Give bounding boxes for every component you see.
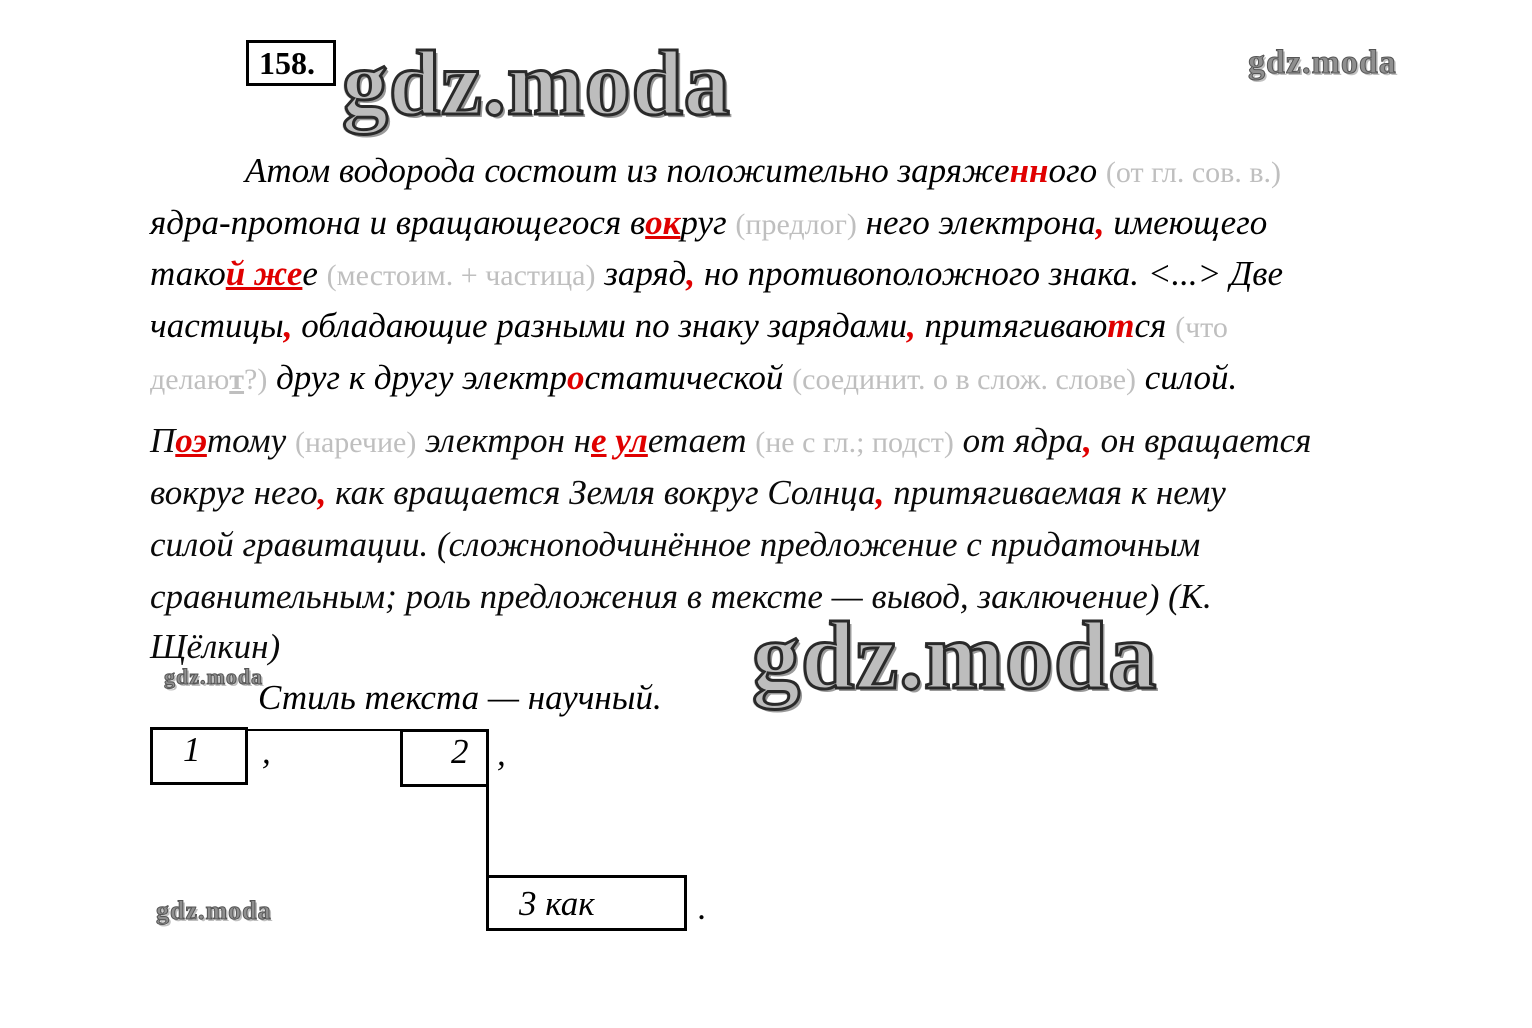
- text-span: ся: [1134, 306, 1167, 345]
- watermark-left-small: gdz.moda: [164, 664, 264, 689]
- text-span: частицы: [150, 306, 284, 345]
- text-span: от ядра: [962, 421, 1084, 460]
- text-span: вокруг него: [150, 473, 318, 512]
- grammar-note: т: [229, 363, 245, 396]
- grammar-note: (что: [1175, 311, 1228, 344]
- watermark-middle: gdz.moda: [752, 602, 1158, 709]
- punctuation-mark: ,: [875, 473, 885, 512]
- punctuation-mark: ,: [283, 306, 293, 345]
- scheme-connector-top: [248, 729, 400, 731]
- watermark-bottom-small: gdz.moda: [156, 896, 272, 925]
- watermark-top: gdz.moda: [342, 32, 731, 134]
- grammar-note: ?): [244, 363, 268, 396]
- grammar-note: (предлог): [735, 208, 857, 241]
- scheme-comma-2: ,: [497, 734, 506, 773]
- scheme-box-2: [400, 729, 489, 787]
- p2-line-3: силой гравитации. (сложноподчинённое предложение с придаточным: [150, 525, 1201, 564]
- text-span: как вращается Земля вокруг Солнца: [335, 473, 876, 512]
- text-style-line: Стиль текста — научный.: [258, 678, 662, 717]
- punctuation-mark: ,: [1083, 421, 1092, 460]
- scheme-box-1: [150, 727, 248, 785]
- punctuation-mark: ,: [686, 254, 696, 293]
- exercise-number: [246, 40, 336, 86]
- grammar-note: (от гл. сов. в.): [1105, 156, 1281, 189]
- text-span: заряд: [604, 254, 687, 293]
- text-span: он вращается: [1100, 421, 1312, 460]
- grammar-note: (не с гл.; подст): [755, 426, 954, 459]
- text-span: обладающие разными по знаку зарядами: [301, 306, 908, 345]
- grammar-note: делаю: [150, 363, 230, 396]
- orthogram: ок: [645, 203, 681, 242]
- text-span: него электрона: [865, 203, 1096, 242]
- text-span: друг к другу электр: [276, 358, 568, 397]
- orthogram: е: [590, 421, 607, 460]
- grammar-note: (наречие): [294, 426, 417, 459]
- text-span: но противоположного знака. <...> Две: [703, 254, 1284, 293]
- text-span: ого: [1048, 151, 1098, 190]
- p2-line-4: сравнительным; роль предложения в тексте — вывод, заключение) (К.: [150, 577, 1212, 616]
- scheme-box-3-label: 3 как: [519, 884, 595, 923]
- punctuation-mark: ,: [907, 306, 916, 345]
- orthogram: нн: [1009, 151, 1049, 190]
- text-span: етает: [647, 421, 747, 460]
- orthogram: о: [567, 358, 585, 397]
- grammar-note: (местоим. + частица): [326, 259, 596, 292]
- text-span: Атом водорода состоит из положительно заряже: [245, 151, 1010, 190]
- p2-line-2: [150, 472, 1226, 514]
- p1-line-2: [150, 202, 1267, 246]
- text-span: имеющего: [1113, 203, 1268, 242]
- text-span: статической: [584, 358, 784, 397]
- scheme-box-1-label: 1: [183, 730, 201, 769]
- text-span: притягиваемая к нему: [893, 473, 1226, 512]
- text-span: ядра-протона и вращающегося в: [150, 203, 646, 242]
- orthogram: т: [1107, 306, 1135, 345]
- text-span: П: [150, 421, 176, 460]
- p2-line-1: [150, 420, 1311, 464]
- text-span: е: [302, 254, 318, 293]
- punctuation-mark: ,: [1095, 203, 1105, 242]
- p1-line-4: [150, 305, 1228, 349]
- exercise-number-text: 158.: [259, 45, 315, 81]
- p1-line-1: [245, 150, 1281, 194]
- watermark-top-right: gdz.moda: [1248, 44, 1397, 81]
- text-span: электрон н: [425, 421, 591, 460]
- text-span: притягиваю: [924, 306, 1108, 345]
- scheme-comma-1: ,: [262, 732, 271, 771]
- orthogram: й же: [225, 254, 303, 293]
- p1-line-5: [150, 357, 1237, 401]
- grammar-note: (соединит. о в слож. слове): [792, 363, 1137, 396]
- p2-line-5: Щёлкин): [150, 627, 281, 666]
- punctuation-mark: ,: [317, 473, 327, 512]
- orthogram: ул: [615, 421, 648, 460]
- text-span: силой.: [1144, 358, 1238, 397]
- scheme-box-2-label: 2: [451, 732, 469, 771]
- orthogram: оэ: [175, 421, 207, 460]
- scheme-period: .: [698, 888, 707, 927]
- scheme-box-3: [486, 875, 687, 931]
- scheme-connector-vertical: [486, 786, 489, 876]
- p1-line-3: [150, 253, 1283, 297]
- text-span: руг: [680, 203, 727, 242]
- text-span: тому: [206, 421, 287, 460]
- text-span: тако: [150, 254, 226, 293]
